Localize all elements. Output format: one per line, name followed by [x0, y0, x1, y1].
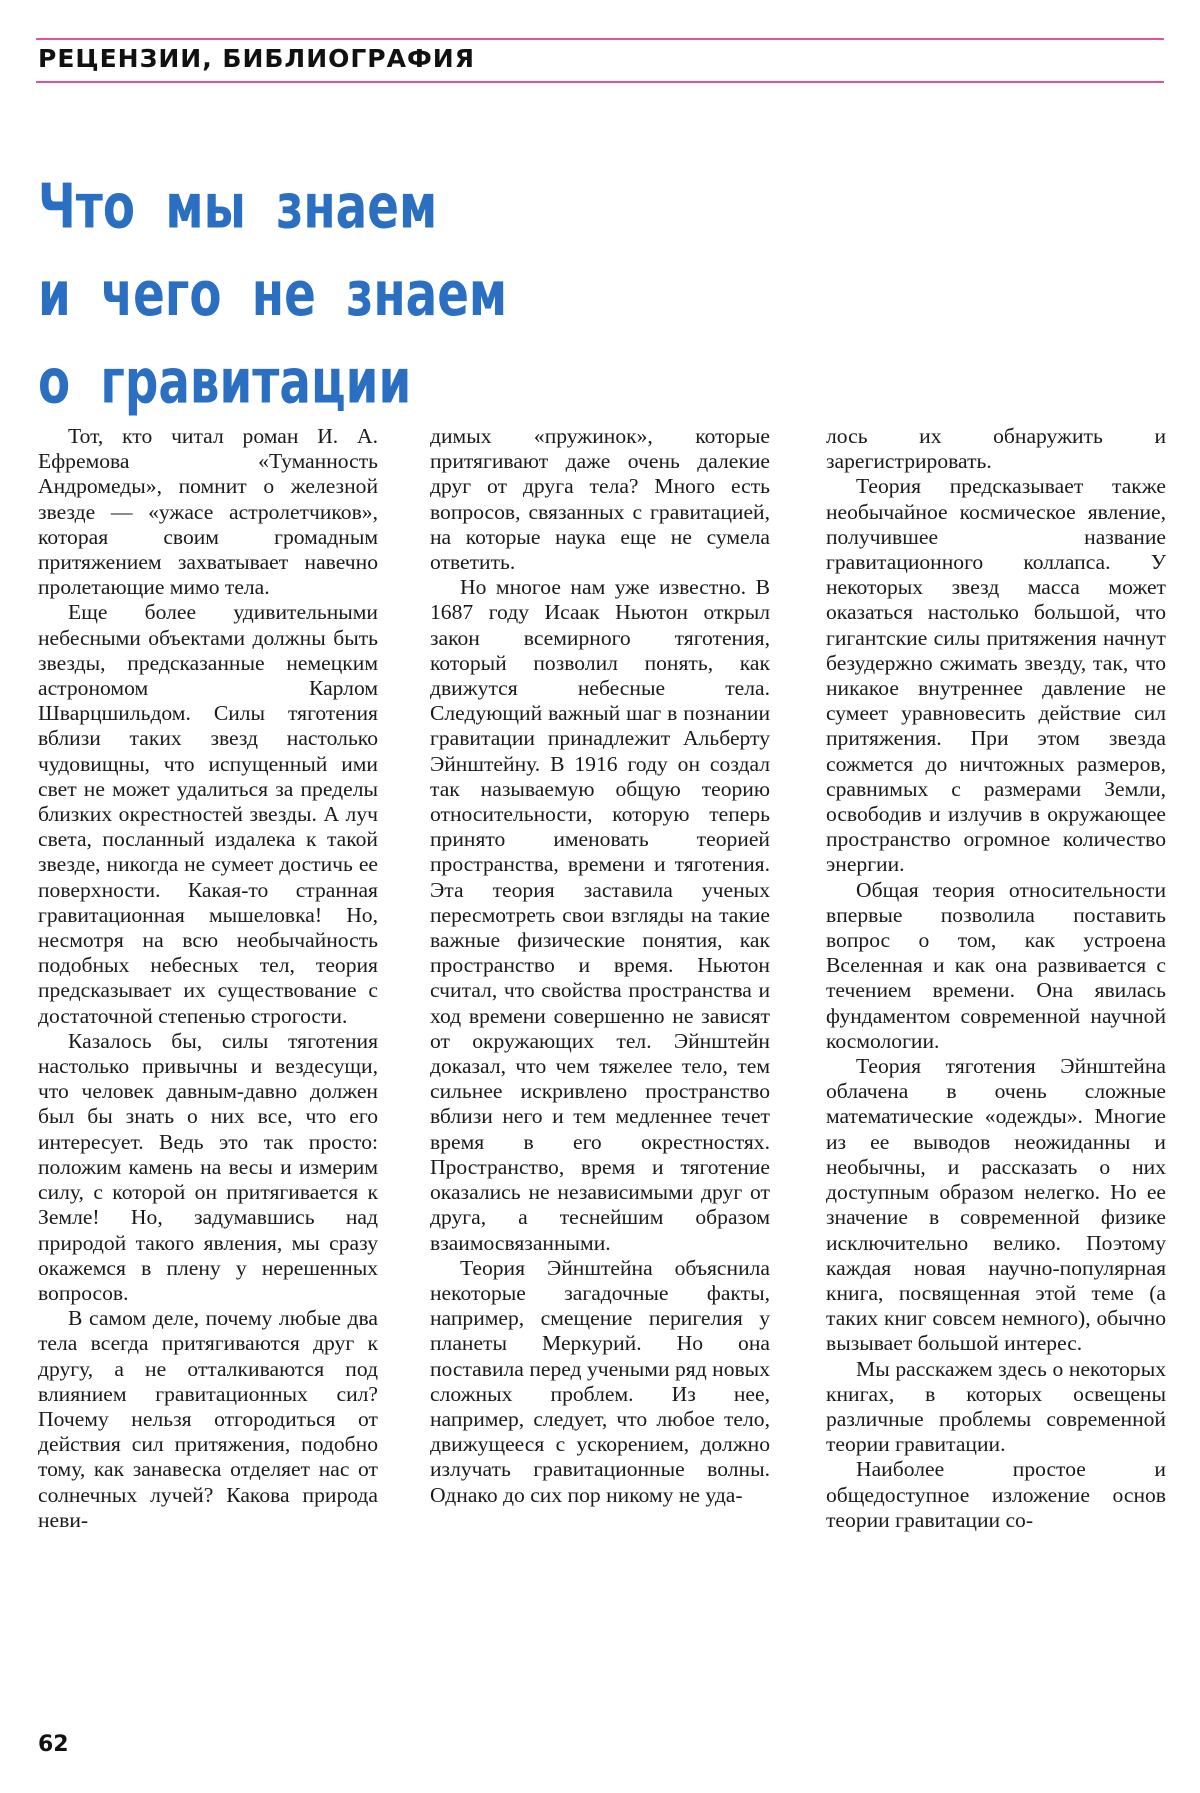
paragraph: димых «пружинок», которые притягивают даже очень далекие друг от друга тела? Много есть вопросов, связанных с гравитацией, на которые наука еще не сумела ответить.	[430, 424, 770, 575]
page-number: 62	[38, 1732, 69, 1757]
paragraph: Теория Эйнштейна объяснила некоторые загадочные факты, например, смещение перигелия у планеты Меркурий. Но она поставила перед учеными ряд новых сложных проблем. Из нее, например, следует, что любое тело, движущееся с ускорением, должно излучать гравитационные волны. Однако до сих пор никому не уда-	[430, 1255, 770, 1507]
paragraph: Теория тяготения Эйнштейна облачена в очень сложные математические «одежды». Многие из ее выводов неожиданны и необычны, и рассказать о них доступным образом нелегко. Но ее значение в современной физике исключительно велико. Поэтому каждая новая научно-популярная книга, посвященная этой теме (а таких книг совсем немного), обычно вызывает большой интерес.	[826, 1054, 1166, 1356]
title-line: и чего не знаем	[38, 259, 508, 331]
paragraph: Наиболее простое и общедоступное изложение основ теории гравитации со-	[826, 1457, 1166, 1532]
paragraph: Теория предсказывает также необычайное космическое явление, получившее название гравитационного коллапса. У некоторых звезд масса может оказаться настолько большой, что гигантские силы притяжения начнут безудержно сжимать звезду, так, что никакое внутреннее давление не сумеет уравновесить действие сил притяжения. При этом звезда сожмется до ничтожных размеров, сравнимых с размерами Земли, освободив и излучив в окружающее пространство огромное количество энергии.	[826, 474, 1166, 877]
paragraph: Еще более удивительными небесными объектами должны быть звезды, предсказанные немецким астрономом Карлом Шварцшильдом. Силы тяготения вблизи таких звезд настолько чудовищны, что испущенный ими свет не может удалиться за пределы близких окрестностей звезды. А луч света, посланный издалека к такой звезде, никогда не сумеет достичь ее поверхности. Какая-то странная гравитационная мышеловка! Но, несмотря на всю необычайность подобных небесных тел, теория предсказывает их существование с достаточной степенью строгости.	[38, 600, 378, 1028]
paragraph: Тот, кто читал роман И. А. Ефремова «Туманность Андромеды», помнит о железной звезде — «ужасе астролетчиков», которая своим громадным притяжением захватывает навечно пролетающие мимо тела.	[38, 424, 378, 600]
text-column-2	[430, 424, 770, 1508]
paragraph: Казалось бы, силы тяготения настолько привычны и вездесущи, что человек давным-давно должен был бы знать о них все, что его интересует. Ведь это так просто: положим камень на весы и измерим силу, с которой он притягивается к Земле! Но, задумавшись над природой такого явления, мы сразу окажемся в плену у нерешенных вопросов.	[38, 1028, 378, 1305]
text-column-3	[826, 424, 1166, 1533]
article-title	[38, 164, 598, 426]
section-label: РЕЦЕНЗИИ, БИБЛИОГРАФИЯ	[38, 44, 475, 73]
paragraph: Общая теория относительности впервые позволила поставить вопрос о том, как устроена Вселенная и как она развивается с течением времени. Она явилась фундаментом современной научной космологии.	[826, 877, 1166, 1053]
paragraph: лось их обнаружить и зарегистрировать.	[826, 424, 1166, 474]
paragraph: В самом деле, почему любые два тела всегда притягиваются друг к другу, а не отталкиваются под влиянием гравитационных сил? Почему нельзя отгородиться от действия сил притяжения, подобно тому, как занавеска отделяет нас от солнечных лучей? Какова природа неви-	[38, 1306, 378, 1532]
title-line: Что мы знаем	[38, 172, 438, 244]
title-line: о гравитации	[38, 346, 412, 418]
paragraph: Мы расскажем здесь о некоторых книгах, в которых освещены различные проблемы современной теории гравитации.	[826, 1356, 1166, 1457]
header-rule-top	[36, 38, 1164, 40]
text-column-1	[38, 424, 378, 1533]
header-rule-bottom	[36, 81, 1164, 83]
paragraph: Но многое нам уже известно. В 1687 году Исаак Ньютон открыл закон всемирного тяготения, который позволил понять, как движутся небесные тела. Следующий важный шаг в познании гравитации принадлежит Альберту Эйнштейну. В 1916 году он создал так называемую общую теорию относительности, которую теперь принято именовать теорией пространства, времени и тяготения. Эта теория заставила ученых пересмотреть свои взгляды на такие важные физические понятия, как пространство и время. Ньютон считал, что свойства пространства и ход времени совершенно не зависят от окружающих тел. Эйнштейн доказал, что чем тяжелее тело, тем сильнее искривлено пространство вблизи него и тем медленнее течет время в его окрестностях. Пространство, время и тяготение оказались не независимыми друг от друга, а теснейшим образом взаимосвязанными.	[430, 575, 770, 1255]
